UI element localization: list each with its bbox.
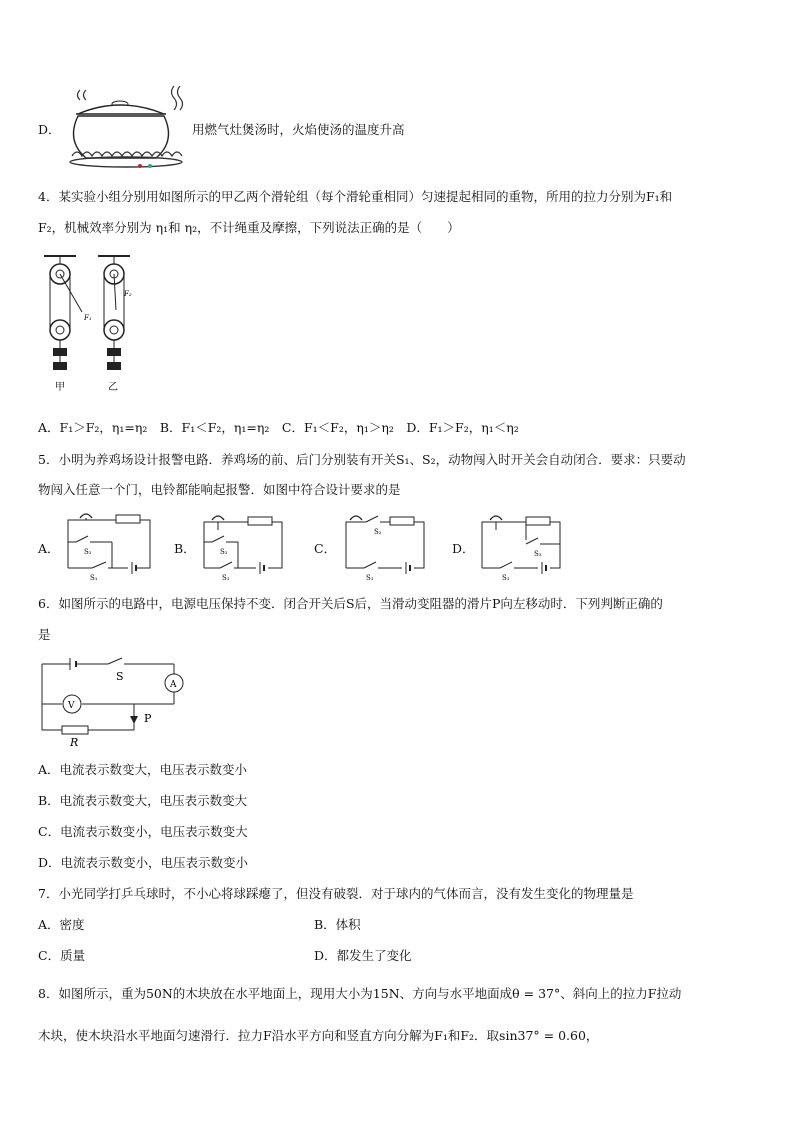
q5d-s1: S₁ bbox=[502, 574, 510, 582]
q5c-s1: S₁ bbox=[366, 574, 374, 582]
label-jia: 甲 bbox=[55, 382, 65, 393]
q5-circuit-a bbox=[62, 504, 154, 582]
q5-option-a-label: A． bbox=[38, 541, 60, 556]
q7-option-a: A．密度 bbox=[38, 917, 85, 932]
f1-label: F₁ bbox=[84, 314, 92, 322]
q6-fig-r: R bbox=[70, 736, 79, 749]
q6-circuit-figure bbox=[36, 650, 186, 750]
q4-options: A．F₁＞F₂，η₁=η₂ B．F₁＜F₂，η₁=η₂ C．F₁＜F₂，η₁＞η₂ D．F₁＞F₂，η₁＜η₂ bbox=[38, 420, 519, 435]
pulley-systems-figure bbox=[36, 250, 144, 396]
q8-stem-line1: 8．如图所示，重为50N的木块放在水平地面上，现用大小为15N、方向与水平地面成θ = 37°、斜向上的拉力F拉动 bbox=[38, 986, 682, 1001]
q6-option-c: C．电流表示数变小，电压表示数变大 bbox=[38, 824, 248, 839]
q5-option-b-label: B． bbox=[174, 541, 196, 556]
q6-option-b: B．电流表示数变大，电压表示数变大 bbox=[38, 793, 248, 808]
q5-circuit-b bbox=[198, 504, 290, 582]
q5-stem-line2: 物闯入任意一个门，电铃都能响起报警．如图中符合设计要求的是 bbox=[38, 482, 401, 497]
q7-option-d: D．都发生了变化 bbox=[314, 948, 412, 963]
q5d-s2: S₂ bbox=[534, 550, 542, 558]
q5a-s1: S₁ bbox=[90, 574, 98, 582]
pot-on-stove-image bbox=[66, 86, 190, 172]
q7-option-c: C．质量 bbox=[38, 948, 86, 963]
q6-fig-p: P bbox=[144, 712, 152, 725]
q5-option-d-label: D． bbox=[452, 541, 475, 556]
q6-stem-line2: 是 bbox=[38, 627, 51, 642]
q5-circuit-d bbox=[476, 504, 568, 582]
q5c-s2: S₂ bbox=[374, 528, 382, 536]
q6-option-a: A．电流表示数变大，电压表示数变小 bbox=[38, 762, 248, 777]
q5b-s2: S₂ bbox=[220, 548, 228, 556]
q5-stem-line1: 5．小明为养鸡场设计报警电路．养鸡场的前、后门分别装有开关S₁、S₂，动物闯入时开关会自动闭合．要求：只要动 bbox=[38, 452, 686, 467]
q6-stem-line1: 6．如图所示的电路中，电源电压保持不变．闭合开关后S后，当滑动变阻器的滑片P向左移动时．下列判断正确的 bbox=[38, 596, 663, 611]
f2-label: F₂ bbox=[124, 290, 132, 298]
q5a-s2: S₂ bbox=[84, 548, 92, 556]
q3-option-d-text: 用燃气灶煲汤时，火焰使汤的温度升高 bbox=[192, 122, 405, 137]
q4-stem-line1: 4．某实验小组分别用如图所示的甲乙两个滑轮组（每个滑轮重相同）匀速提起相同的重物，所用的拉力分别为F₁和 bbox=[38, 189, 673, 204]
q7-option-b: B．体积 bbox=[314, 917, 361, 932]
q6-option-d: D．电流表示数变小，电压表示数变小 bbox=[38, 855, 249, 870]
q5-option-c-label: C． bbox=[314, 541, 337, 556]
q6-fig-s: S bbox=[116, 670, 124, 683]
label-yi: 乙 bbox=[108, 382, 118, 393]
q8-stem-line2: 木块，使木块沿水平地面匀速滑行．拉力F沿水平方向和竖直方向分解为F₁和F₂．取sin37° = 0.60， bbox=[38, 1028, 599, 1043]
q6-fig-a: A bbox=[170, 680, 177, 690]
q7-stem: 7．小光同学打乒乓球时，不小心将球踩瘪了，但没有破裂．对于球内的气体而言，没有发生变化的物理量是 bbox=[38, 886, 634, 901]
q5-circuit-c bbox=[340, 504, 432, 582]
q4-stem-line2: F₂，机械效率分别为 η₁和 η₂，不计绳重及摩擦，下列说法正确的是（ ） bbox=[38, 220, 460, 235]
q5b-s1: S₁ bbox=[222, 574, 230, 582]
q6-fig-v: V bbox=[68, 701, 75, 711]
q3-option-d-label: D． bbox=[38, 122, 61, 137]
